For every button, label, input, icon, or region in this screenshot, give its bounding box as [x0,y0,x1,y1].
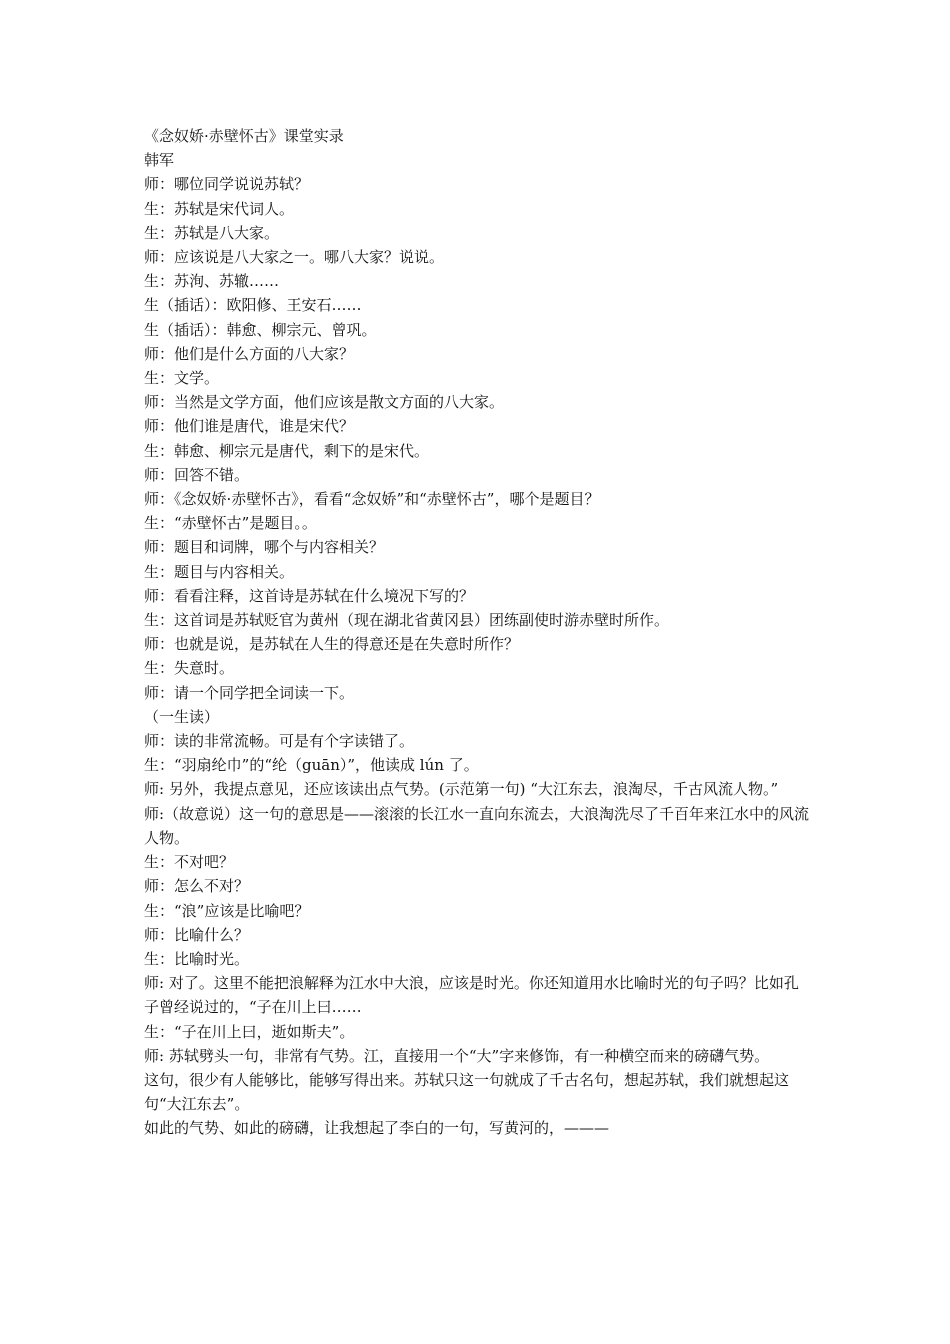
transcript-line: 师：题目和词牌，哪个与内容相关？ [144,538,385,557]
transcript-line: 师：看看注释，这首诗是苏轼在什么境况下写的？ [144,586,475,605]
transcript-line: 生：文学。 [144,369,220,388]
transcript-line: 师: 另外，我提点意见，还应该读出点气势。(示范第一句) “大江东去，浪淘尽，千古风流人物。” [144,780,779,799]
document-author: 韩军 [144,151,175,170]
transcript-line: 师：比喻什么？ [144,925,250,944]
transcript-line: 师：读的非常流畅。可是有个字读错了。 [144,732,415,751]
transcript-line: 生：苏轼是宋代词人。 [144,199,295,218]
transcript-line: 师：哪位同学说说苏轼？ [144,175,310,194]
transcript-line: 师：也就是说，是苏轼在人生的得意还是在失意时所作？ [144,635,520,654]
transcript-line: 生：失意时。 [144,659,235,678]
transcript-line: 这句，很少有人能够比，能够写得出来。苏轼只这一句就成了千古名句，想起苏轼，我们就想起这句“大江东去”。 [144,1070,790,1114]
transcript-line: 师: 苏轼劈头一句，非常有气势。江，直接用一个“大”字来修饰，有一种横空而来的磅礴气势。 [144,1046,770,1065]
transcript-line: 生（插话）：韩愈、柳宗元、曾巩。 [144,320,377,339]
transcript-line: 生：苏轼是八大家。 [144,223,280,242]
transcript-line: 生：“浪”应该是比喻吧？ [144,901,310,920]
transcript-line: 生：“羽扇纶巾”的“纶（guān）”，他读成 lún 了。 [144,756,479,775]
transcript-line: 师: 对了。这里不能把浪解释为江水中大浪，应该是时光。你还知道用水比喻时光的句子吗？比如孔子曾经说过的，“子在川上曰…… [144,974,799,1017]
transcript-line: 生（插话）：欧阳修、王安石…… [144,296,362,315]
transcript-line: 生：“赤壁怀古”是题目。。 [144,514,317,533]
transcript-line: 师：当然是文学方面，他们应该是散文方面的八大家。 [144,393,505,412]
transcript-line: 师：回答不错。 [144,465,250,484]
transcript-line: 如此的气势、如此的磅礴，让我想起了李白的一句，写黄河的，——— [144,1119,610,1138]
transcript-body [144,172,810,1140]
transcript-line: （一生读） [144,707,220,726]
document-page [144,124,810,1141]
transcript-line: 师：怎么不对？ [144,877,250,896]
transcript-line: 师：请一个同学把全词读一下。 [144,683,355,702]
transcript-line: 生：比喻时光。 [144,949,250,968]
transcript-line: 生：不对吧？ [144,853,235,872]
transcript-line: 生：韩愈、柳宗元是唐代，剩下的是宋代。 [144,441,430,460]
transcript-line: 师：应该说是八大家之一。哪八大家？说说。 [144,248,445,267]
transcript-line: 生：题目与内容相关。 [144,562,295,581]
transcript-line: 生：苏洵、苏辙…… [144,272,280,291]
transcript-line: 师：他们谁是唐代，谁是宋代？ [144,417,355,436]
transcript-line: 师：《念奴娇·赤壁怀古》，看看“念奴娇”和“赤壁怀古”，哪个是题目？ [144,490,600,509]
document-title: 《念奴娇·赤壁怀古》课堂实录 [144,127,344,145]
transcript-line: 师:（故意说）这一句的意思是——滚滚的长江水一直向东流去，大浪淘洗尽了千百年来江水中的风流人物。 [144,804,810,847]
transcript-line: 生：“子在川上曰，逝如斯夫”。 [144,1022,355,1041]
transcript-line: 师：他们是什么方面的八大家？ [144,344,355,363]
transcript-line: 生：这首词是苏轼贬官为黄州（现在湖北省黄冈县）团练副使时游赤壁时所作。 [144,611,670,630]
